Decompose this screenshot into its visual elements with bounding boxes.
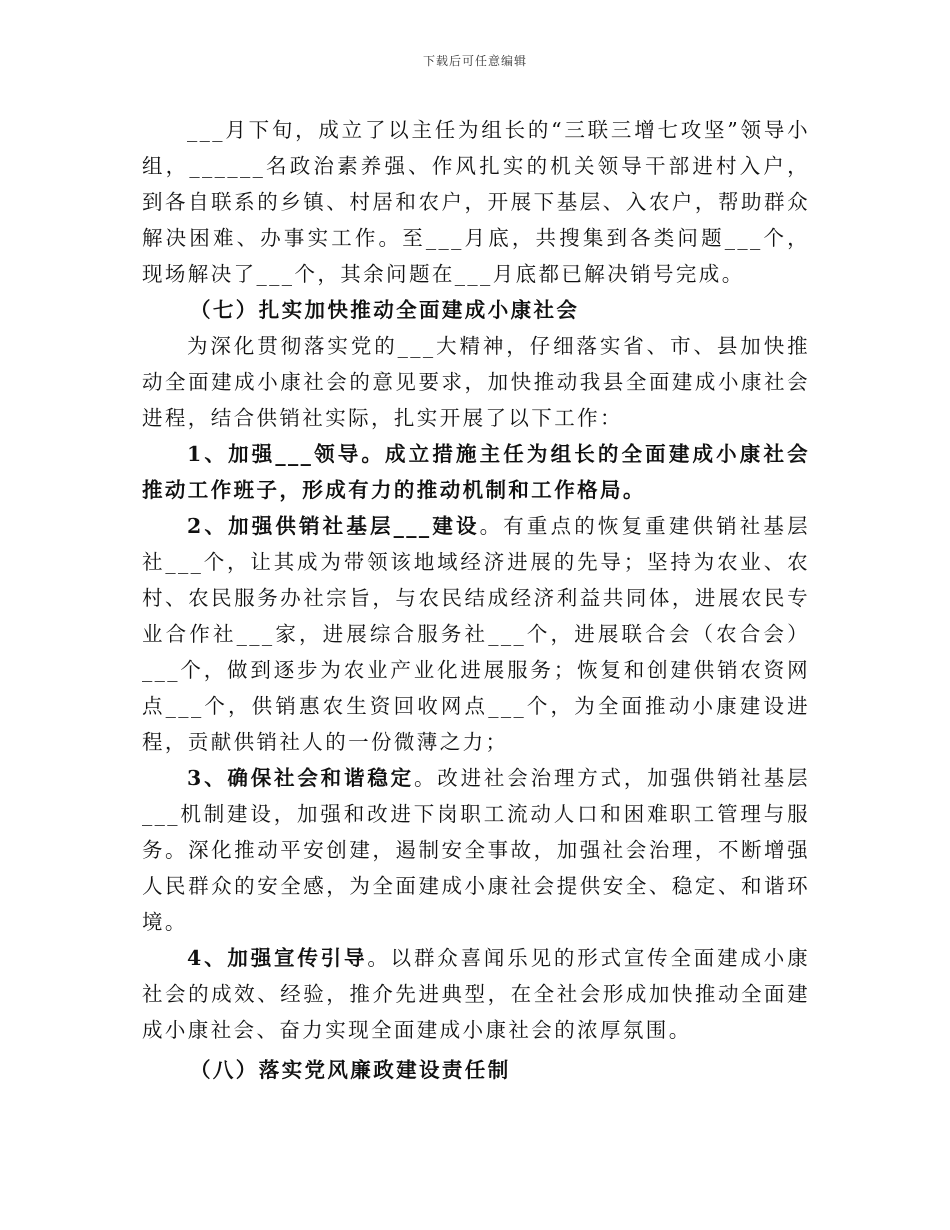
paragraph-task-force: ___月下旬，成立了以主任为组长的“三联三增七攻坚”领导小组，______名政治素养强、作风扎实的机关领导干部进村入户，到各自联系的乡镇、村居和农户，开展下基层、入农户，帮助群众解决困难、办事实工作。至___月底，共搜集到各类问题___个，现场解决了___个，其余问题在___月底都已解决销号完成。 [142, 118, 810, 286]
list-item-4 [142, 940, 810, 1048]
list-item-4-title: 4、加强宣传引导 [187, 946, 368, 970]
paragraph-intro-xiaokang: 为深化贯彻落实党的___大精神，仔细落实省、市、县加快推动全面建成小康社会的意见要求，加快推动我县全面建成小康社会进程，结合供销社实际，扎实开展了以下工作： [142, 334, 810, 430]
list-item-3 [142, 760, 810, 940]
document-body [142, 112, 810, 1088]
section-heading-7: （七）扎实加快推动全面建成小康社会 [190, 298, 580, 322]
list-item-3-title: 3、确保社会和谐稳定 [187, 766, 414, 790]
list-item-1: 1、加强___领导。成立措施主任为组长的全面建成小康社会推动工作班子，形成有力的推动机制和工作格局。 [142, 442, 810, 502]
list-item-2-body: 。有重点的恢复重建供销社基层社___个，让其成为带领该地域经济进展的先导；坚持为农业、农村、农民服务办社宗旨，与农民结成经济利益共同体，进展农民专业合作社___家，进展综合服务社___个，进展联合会（农合会）___个，做到逐步为农业产业化进展服务；恢复和创建供销农资网点___个，供销惠农生资回收网点___个，为全面推动小康建设进程，贡献供销社人的一份微薄之力； [142, 514, 810, 754]
list-item-2 [142, 508, 810, 760]
list-item-4-body: 。以群众喜闻乐见的形式宣传全面建成小康社会的成效、经验，推介先进典型，在全社会形成加快推动全面建成小康社会、奋力实现全面建成小康社会的浓厚氛围。 [142, 946, 810, 1042]
list-item-3-body: 。改进社会治理方式，加强供销社基层___机制建设，加强和改进下岗职工流动人口和困难职工管理与服务。深化推动平安创建，遏制安全事故，加强社会治理，不断增强人民群众的安全感，为全面建成小康社会提供安全、稳定、和谐环境。 [142, 766, 810, 934]
page-header: 下载后可任意编辑 [422, 54, 527, 68]
section-heading-8: （八）落实党风廉政建设责任制 [190, 1058, 511, 1082]
list-item-2-title: 2、加强供销社基层___建设 [187, 514, 480, 538]
